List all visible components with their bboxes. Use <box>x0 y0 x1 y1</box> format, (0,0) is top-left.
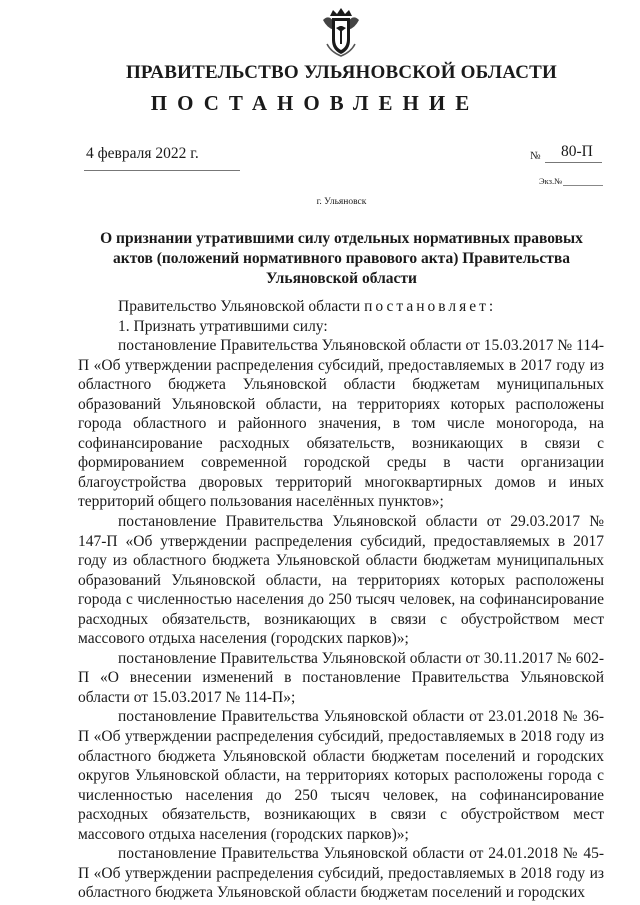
document-number: 80-П <box>561 143 593 160</box>
coat-of-arms-icon <box>321 6 361 58</box>
intro-paragraph <box>78 297 604 317</box>
government-title: ПРАВИТЕЛЬСТВО УЛЬЯНОВСКОЙ ОБЛАСТИ <box>125 62 558 83</box>
document-body <box>78 297 604 903</box>
body-paragraph: постановление Правительства Ульяновской области от 29.03.2017 № 147-П «Об утверждении распределения субсидий, предоставляемых в 2017 году из областного бюджета Ульяновской области бюджетам муниципальных образований Ульяновской области, на территориях которых расположены города с численностью населения до 250 тысяч человек, на софинансирование расходных обязательств, возникающих в связи с обустройством мест массового отдыха населения (городских парков)»; <box>78 513 604 648</box>
body-paragraph: постановление Правительства Ульяновской области от 24.01.2018 № 45-П «Об утверждении распределения субсидий, предоставляемых в 2018 году из областного бюджета Ульяновской области бюджетам поселений и городских <box>78 845 604 902</box>
number-underline <box>545 162 602 163</box>
date-underline <box>84 170 240 171</box>
copy-number-underline <box>563 185 603 186</box>
body-paragraph: постановление Правительства Ульяновской области от 15.03.2017 № 114-П «Об утверждении распределения субсидий, предоставляемых в 2017 году из областного бюджета Ульяновской области бюджетам муниципальных образований Ульяновской области, на территориях которых расположены города областного и районного значения, в том числе моногорода, на софинансирование расходных обязательств, возникающих в связи с формированием современной городской среды в части организации благоустройства дворовых территорий многоквартирных домов и иных территорий общего пользования населённых пунктов»; <box>78 337 604 511</box>
city-label: г. Ульяновск <box>316 197 367 207</box>
intro-text: Правительство Ульяновской области <box>118 298 361 315</box>
body-paragraph: постановление Правительства Ульяновской области от 23.01.2018 № 36-П «Об утверждении распределения субсидий, предоставляемых в 2018 году из областного бюджета Ульяновской области бюджетам поселений и городских округов Ульяновской области, на территориях которых расположены города с численностью населения до 250 тысяч человек, на софинансирование расходных обязательств, возникающих в связи с обустройством мест массового отдыха населения (городских парков)»; <box>78 708 604 843</box>
copy-number-label: Экз.№ <box>539 176 563 186</box>
document-date: 4 февраля 2022 г. <box>86 145 199 162</box>
number-prefix: № <box>530 150 541 162</box>
intro-verb: постановляет: <box>364 298 497 315</box>
body-paragraph: постановление Правительства Ульяновской области от 30.11.2017 № 602-П «О внесении изменений в постановление Правительства Ульяновской области от 15.03.2017 № 114-П»; <box>78 649 604 706</box>
document-type: ПОСТАНОВЛЕНИЕ <box>150 91 480 115</box>
document-subject: О признании утратившими силу отдельных нормативных правовых актов (положений нормативного правового акта) Правительства Ульяновской области <box>100 230 583 287</box>
item-1: 1. Признать утратившими силу: <box>118 317 328 335</box>
